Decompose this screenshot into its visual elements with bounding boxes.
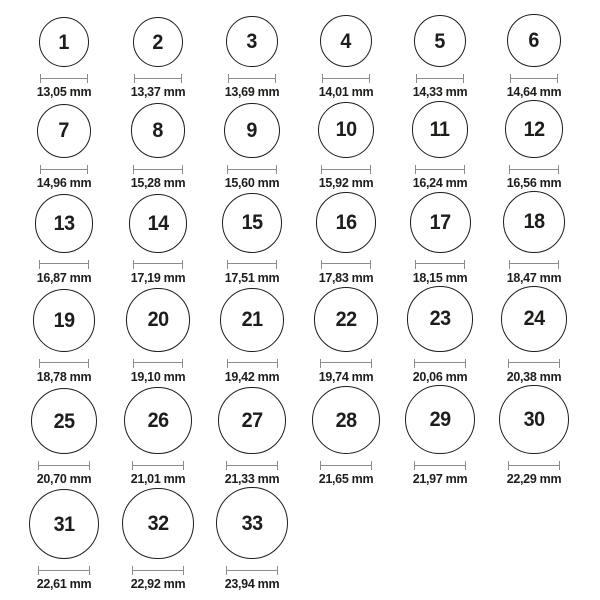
ring-circle bbox=[414, 15, 467, 68]
diameter-label: 14,33 mm bbox=[412, 85, 468, 100]
ring-size-cell bbox=[393, 385, 487, 488]
diameter-label: 19,74 mm bbox=[318, 369, 374, 384]
ring-circle bbox=[220, 288, 284, 352]
diameter-label: 13,37 mm bbox=[130, 85, 186, 100]
ring-size-cell bbox=[111, 191, 205, 286]
ring-circle bbox=[37, 104, 91, 158]
ring-circle bbox=[126, 288, 189, 351]
ring-size-number: 11 bbox=[430, 118, 450, 142]
ring-size-number: 28 bbox=[335, 408, 357, 432]
diameter-label: 17,51 mm bbox=[224, 270, 280, 285]
diameter-measure-line bbox=[133, 165, 182, 174]
ring-size-number: 3 bbox=[246, 30, 258, 54]
ring-size-row bbox=[17, 286, 600, 385]
ring-size-cell bbox=[111, 14, 205, 100]
ring-size-row bbox=[17, 100, 600, 191]
ring-size-cell bbox=[17, 286, 111, 385]
ring-circle bbox=[39, 17, 89, 67]
diameter-label: 18,47 mm bbox=[506, 270, 562, 285]
diameter-label: 19,10 mm bbox=[130, 369, 186, 384]
ring-size-cell bbox=[487, 14, 581, 100]
ring-size-number: 5 bbox=[434, 29, 446, 53]
diameter-label: 14,64 mm bbox=[506, 85, 562, 100]
ring-circle bbox=[31, 388, 98, 455]
ring-size-number: 33 bbox=[241, 511, 263, 535]
diameter-measure-line bbox=[227, 359, 278, 368]
diameter-measure-line bbox=[132, 461, 184, 470]
diameter-measure-line bbox=[322, 74, 370, 83]
ring-size-number: 19 bbox=[53, 308, 75, 332]
ring-circle bbox=[218, 387, 286, 455]
diameter-label: 16,56 mm bbox=[506, 176, 562, 190]
ring-size-number: 30 bbox=[523, 407, 545, 431]
ring-size-cell bbox=[487, 385, 581, 488]
diameter-label: 20,70 mm bbox=[36, 472, 92, 487]
ring-circle bbox=[226, 16, 277, 67]
ring-size-row bbox=[17, 191, 600, 286]
diameter-measure-line bbox=[39, 260, 89, 269]
ring-size-number: 15 bbox=[241, 211, 263, 235]
ring-circle bbox=[407, 286, 472, 351]
ring-circle bbox=[124, 387, 191, 454]
diameter-label: 23,94 mm bbox=[224, 577, 280, 592]
ring-size-row bbox=[17, 487, 600, 592]
ring-size-cell bbox=[205, 100, 299, 191]
ring-size-cell bbox=[17, 191, 111, 286]
ring-size-cell bbox=[205, 487, 299, 592]
diameter-label: 21,65 mm bbox=[318, 472, 374, 487]
ring-circle bbox=[33, 289, 95, 351]
diameter-label: 16,24 mm bbox=[412, 176, 468, 190]
ring-size-number: 9 bbox=[246, 118, 258, 142]
ring-circle bbox=[131, 103, 186, 158]
diameter-measure-line bbox=[509, 165, 559, 174]
ring-circle bbox=[320, 15, 372, 67]
ring-circle bbox=[501, 286, 567, 352]
ring-size-row bbox=[17, 14, 600, 100]
diameter-label: 19,42 mm bbox=[224, 369, 280, 384]
diameter-label: 14,01 mm bbox=[318, 85, 374, 100]
ring-size-number: 32 bbox=[147, 512, 169, 536]
ring-size-number: 25 bbox=[53, 409, 75, 433]
ring-size-cell bbox=[17, 100, 111, 191]
ring-circle bbox=[503, 191, 565, 253]
diameter-measure-line bbox=[228, 74, 276, 83]
ring-circle bbox=[312, 386, 381, 455]
ring-circle bbox=[405, 385, 474, 454]
ring-size-number: 29 bbox=[429, 408, 451, 432]
ring-size-cell bbox=[393, 286, 487, 385]
diameter-measure-line bbox=[415, 165, 465, 174]
diameter-measure-line bbox=[414, 461, 466, 470]
ring-size-cell bbox=[205, 14, 299, 100]
ring-size-cell bbox=[299, 385, 393, 488]
diameter-label: 15,60 mm bbox=[224, 176, 280, 190]
ring-size-cell bbox=[393, 191, 487, 286]
ring-circle bbox=[316, 192, 376, 252]
ring-circle bbox=[499, 385, 569, 455]
ring-circle bbox=[29, 489, 100, 560]
ring-size-cell bbox=[487, 191, 581, 286]
diameter-label: 15,28 mm bbox=[130, 176, 186, 190]
ring-size-number: 26 bbox=[147, 409, 169, 433]
diameter-measure-line bbox=[320, 359, 371, 368]
ring-size-number: 2 bbox=[152, 30, 164, 54]
ring-circle bbox=[216, 487, 288, 559]
ring-size-cell bbox=[299, 191, 393, 286]
diameter-measure-line bbox=[510, 74, 559, 83]
diameter-measure-line bbox=[40, 165, 89, 174]
ring-circle bbox=[222, 193, 282, 253]
ring-circle bbox=[133, 17, 184, 68]
ring-size-cell bbox=[487, 286, 581, 385]
ring-circle bbox=[410, 192, 471, 253]
ring-size-number: 14 bbox=[147, 211, 169, 235]
diameter-measure-line bbox=[132, 566, 185, 575]
diameter-measure-line bbox=[415, 260, 465, 269]
diameter-measure-line bbox=[508, 461, 560, 470]
ring-size-cell bbox=[299, 14, 393, 100]
diameter-measure-line bbox=[416, 74, 465, 83]
ring-circle bbox=[122, 488, 193, 559]
ring-size-number: 13 bbox=[53, 212, 75, 236]
diameter-measure-line bbox=[227, 260, 277, 269]
ring-size-number: 8 bbox=[152, 119, 164, 143]
ring-size-number: 17 bbox=[429, 210, 451, 234]
ring-size-number: 16 bbox=[335, 211, 357, 235]
diameter-measure-line bbox=[226, 461, 278, 470]
ring-size-number: 4 bbox=[340, 29, 352, 53]
ring-circle bbox=[412, 101, 469, 158]
diameter-label: 21,01 mm bbox=[130, 472, 186, 487]
ring-circle bbox=[224, 103, 280, 159]
ring-size-cell bbox=[393, 14, 487, 100]
ring-size-number: 18 bbox=[523, 210, 545, 234]
diameter-label: 21,33 mm bbox=[224, 472, 280, 487]
ring-size-number: 27 bbox=[241, 409, 263, 432]
ring-size-cell bbox=[111, 487, 205, 592]
ring-size-number: 23 bbox=[429, 307, 451, 331]
ring-size-number: 7 bbox=[58, 119, 70, 143]
diameter-measure-line bbox=[40, 74, 88, 83]
ring-circle bbox=[505, 100, 563, 158]
diameter-measure-line bbox=[321, 165, 370, 174]
diameter-label: 17,19 mm bbox=[130, 270, 186, 285]
diameter-measure-line bbox=[320, 461, 372, 470]
diameter-label: 16,87 mm bbox=[36, 270, 92, 285]
diameter-label: 18,78 mm bbox=[36, 369, 92, 384]
diameter-measure-line bbox=[38, 566, 91, 575]
ring-circle bbox=[314, 287, 378, 351]
ring-size-cell bbox=[17, 487, 111, 592]
ring-size-cell bbox=[487, 100, 581, 191]
diameter-label: 20,38 mm bbox=[506, 369, 562, 384]
diameter-measure-line bbox=[321, 260, 371, 269]
diameter-label: 13,69 mm bbox=[224, 85, 280, 100]
ring-circle bbox=[129, 194, 188, 253]
diameter-measure-line bbox=[226, 566, 279, 575]
ring-size-cell bbox=[111, 100, 205, 191]
diameter-measure-line bbox=[133, 359, 184, 368]
ring-size-number: 20 bbox=[147, 308, 169, 332]
diameter-measure-line bbox=[39, 359, 90, 368]
ring-size-cell bbox=[111, 286, 205, 385]
ring-size-cell bbox=[205, 385, 299, 488]
diameter-label: 21,97 mm bbox=[412, 472, 468, 487]
diameter-label: 22,92 mm bbox=[130, 577, 186, 592]
diameter-measure-line bbox=[414, 359, 465, 368]
ring-size-cell bbox=[111, 385, 205, 488]
diameter-label: 20,06 mm bbox=[412, 369, 468, 384]
ring-size-cell bbox=[299, 100, 393, 191]
ring-size-number: 12 bbox=[523, 117, 545, 141]
ring-size-number: 31 bbox=[53, 512, 75, 536]
ring-size-cell bbox=[299, 286, 393, 385]
diameter-measure-line bbox=[134, 74, 182, 83]
ring-size-cell bbox=[17, 385, 111, 488]
ring-size-row bbox=[17, 385, 600, 488]
ring-circle bbox=[318, 102, 374, 158]
diameter-label: 22,29 mm bbox=[506, 472, 562, 487]
diameter-measure-line bbox=[227, 165, 276, 174]
ring-circle bbox=[507, 14, 560, 67]
ring-size-number: 1 bbox=[58, 30, 70, 54]
ring-size-cell bbox=[17, 14, 111, 100]
diameter-label: 15,92 mm bbox=[318, 176, 374, 190]
ring-size-number: 24 bbox=[523, 307, 545, 331]
ring-size-cell bbox=[205, 286, 299, 385]
diameter-label: 13,05 mm bbox=[36, 85, 92, 100]
ring-size-number: 21 bbox=[241, 308, 263, 332]
ring-size-cell bbox=[205, 191, 299, 286]
diameter-measure-line bbox=[509, 260, 560, 269]
diameter-label: 17,83 mm bbox=[318, 270, 374, 285]
diameter-label: 22,61 mm bbox=[36, 577, 92, 592]
ring-size-number: 6 bbox=[528, 29, 540, 53]
diameter-measure-line bbox=[508, 359, 559, 368]
diameter-label: 18,15 mm bbox=[412, 270, 468, 285]
diameter-measure-line bbox=[133, 260, 183, 269]
diameter-label: 14,96 mm bbox=[36, 176, 92, 190]
ring-size-cell bbox=[393, 100, 487, 191]
ring-size-number: 22 bbox=[335, 307, 357, 331]
diameter-measure-line bbox=[38, 461, 90, 470]
ring-circle bbox=[35, 194, 93, 252]
ring-size-number: 10 bbox=[335, 118, 357, 142]
